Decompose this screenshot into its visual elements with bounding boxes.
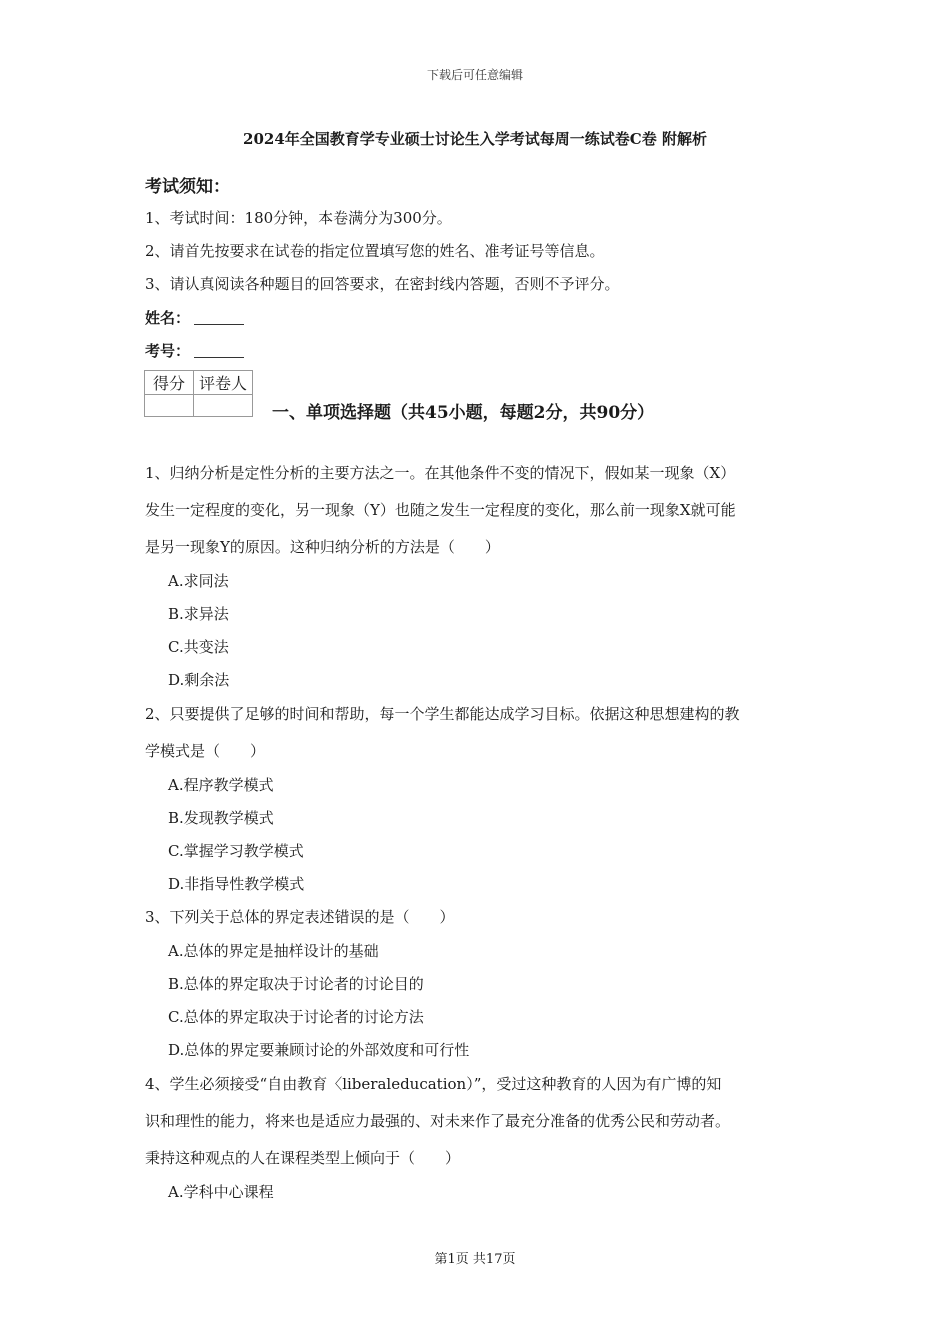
grader-header: 评卷人	[194, 371, 253, 395]
name-label: 姓名：	[145, 309, 191, 327]
number-field	[145, 341, 244, 361]
question-2-option-d[interactable]: D.非指导性教学模式	[168, 875, 305, 893]
question-2-line: 学模式是（ ）	[145, 742, 266, 760]
question-3-line: 3、下列关于总体的界定表述错误的是（ ）	[145, 908, 455, 926]
notice-heading: 考试须知：	[145, 177, 230, 197]
question-4-line: 4、学生必须接受“自由教育〈liberaleducation）”，受过这种教育的人因为有广博的知	[145, 1075, 722, 1093]
name-field	[145, 308, 244, 328]
question-4-option-a[interactable]: A.学科中心课程	[168, 1183, 274, 1201]
question-2-option-a[interactable]: A.程序教学模式	[168, 776, 274, 794]
question-4-line: 识和理性的能力，将来也是适应力最强的、对未来作了最充分准备的优秀公民和劳动者。	[145, 1112, 731, 1130]
score-header: 得分	[145, 371, 194, 395]
notice-item: 3、请认真阅读各种题目的回答要求，在密封线内答题，否则不予评分。	[145, 275, 620, 293]
name-blank[interactable]	[194, 310, 244, 325]
question-1-option-b[interactable]: B.求异法	[168, 605, 229, 623]
question-1-option-d[interactable]: D.剩余法	[168, 671, 230, 689]
question-3-option-d[interactable]: D.总体的界定要兼顾讨论的外部效度和可行性	[168, 1041, 470, 1059]
header-note: 下载后可任意编辑	[426, 68, 523, 82]
grader-cell[interactable]	[194, 395, 253, 417]
page-footer: 第1页 共17页	[434, 1252, 516, 1267]
question-1-option-c[interactable]: C.共变法	[168, 638, 229, 656]
document-title: 2024年全国教育学专业硕士讨论生入学考试每周一练试卷C卷 附解析	[243, 130, 707, 148]
question-2-line: 2、只要提供了足够的时间和帮助，每一个学生都能达成学习目标。依据这种思想建构的教	[145, 705, 740, 723]
question-2-option-c[interactable]: C.掌握学习教学模式	[168, 842, 304, 860]
question-1-option-a[interactable]: A.求同法	[168, 572, 229, 590]
question-2-option-b[interactable]: B.发现教学模式	[168, 809, 274, 827]
number-blank[interactable]	[194, 343, 244, 358]
question-3-option-a[interactable]: A.总体的界定是抽样设计的基础	[168, 942, 379, 960]
question-1-line: 是另一现象Y的原因。这种归纳分析的方法是（ ）	[145, 538, 500, 556]
question-3-option-c[interactable]: C.总体的界定取决于讨论者的讨论方法	[168, 1008, 424, 1026]
score-cell[interactable]	[145, 395, 194, 417]
notice-item: 1、考试时间：180分钟，本卷满分为300分。	[145, 209, 452, 227]
question-4-line: 秉持这种观点的人在课程类型上倾向于（ ）	[145, 1149, 461, 1167]
score-table	[144, 370, 253, 417]
number-label: 考号：	[145, 342, 191, 360]
notice-item: 2、请首先按要求在试卷的指定位置填写您的姓名、准考证号等信息。	[145, 242, 605, 260]
section-heading: 一、单项选择题（共45小题，每题2分，共90分）	[272, 403, 655, 423]
question-3-option-b[interactable]: B.总体的界定取决于讨论者的讨论目的	[168, 975, 424, 993]
question-1-line: 1、归纳分析是定性分析的主要方法之一。在其他条件不变的情况下，假如某一现象（X）	[145, 464, 736, 482]
question-1-line: 发生一定程度的变化，另一现象（Y）也随之发生一定程度的变化，那么前一现象X就可能	[145, 501, 736, 519]
